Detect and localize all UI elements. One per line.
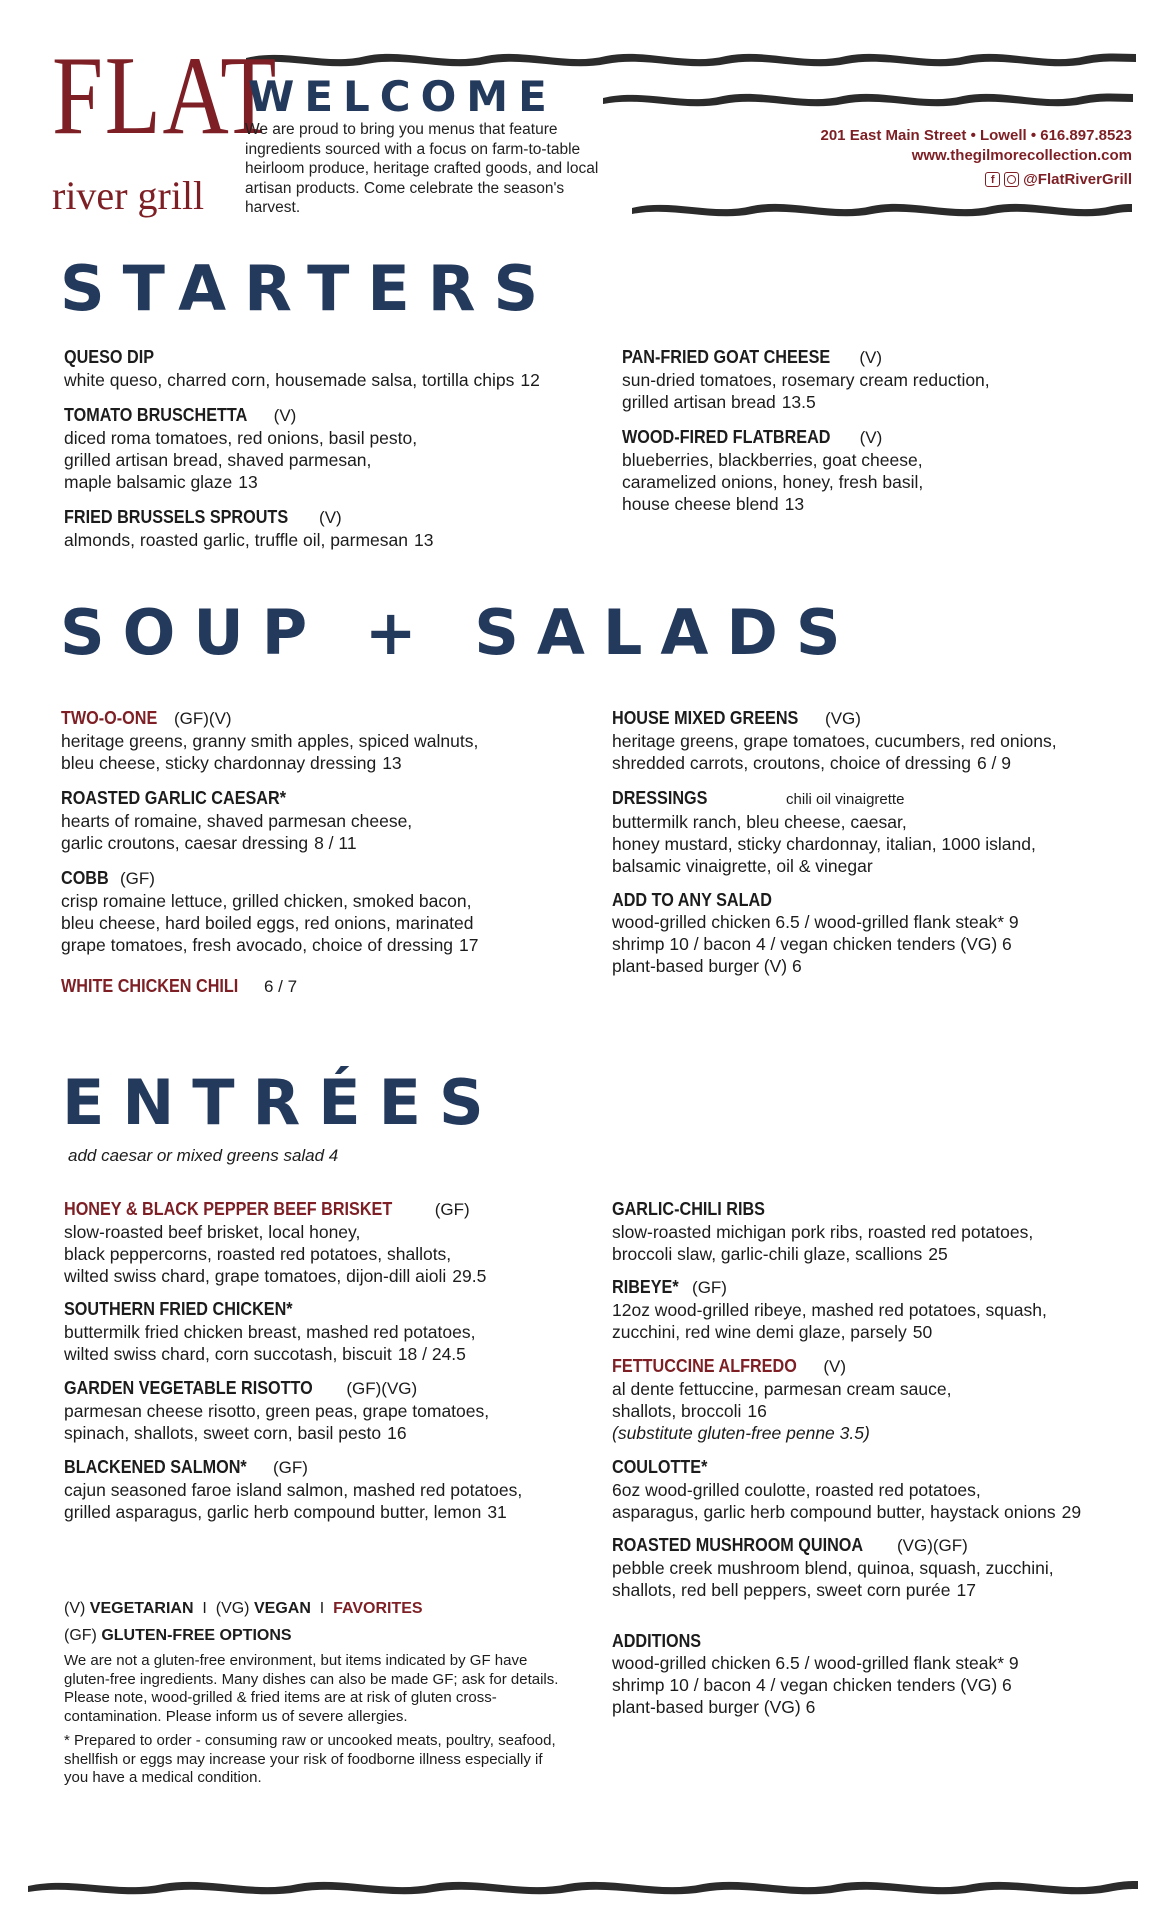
menu-item [622, 426, 1142, 515]
menu-item [612, 1198, 1132, 1265]
item-tag: (V) [823, 1357, 846, 1376]
item-tag: (GF) [273, 1458, 308, 1477]
item-description: slow-roasted beef brisket, local honey, black peppercorns, roasted red potatoes, shallots, wilted swiss chard, grape tomatoes, dijon-dill aioli 29.5 [64, 1222, 487, 1286]
item-name: COBB [61, 868, 109, 888]
item-price: 8 / 11 [314, 833, 357, 853]
item-name: SOUTHERN FRIED CHICKEN* [64, 1299, 293, 1319]
item-name: DRESSINGS [612, 788, 708, 808]
legend-vg-label: VEGAN [253, 1600, 311, 1617]
wave-top-short-divider [603, 86, 1133, 108]
item-name: ROASTED GARLIC CAESAR* [61, 788, 287, 808]
legend-v-label: VEGETARIAN [89, 1600, 194, 1617]
wave-contact-divider [632, 196, 1132, 218]
gluten-free-note: We are not a gluten-free environment, but items indicated by GF have gluten-free ingredients. Many dishes can also be made GF; ask for details. Please note, wood-grilled & fried items are at risk of gluten cross-contamination. Please inform us of severe allergies. [64, 1652, 559, 1725]
wave-top-long-divider [246, 44, 1136, 70]
item-price: 13 [784, 494, 805, 514]
item-description: wood-grilled chicken 6.5 / wood-grilled flank steak* 9 shrimp 10 / bacon 4 / vegan chicken tenders (VG) 6 plant-based burger (V) 6 [612, 912, 1019, 976]
item-description: blueberries, blackberries, goat cheese, caramelized onions, honey, fresh basil, house cheese blend 13 [622, 450, 924, 514]
item-name: RIBEYE* [612, 1277, 679, 1297]
social-handle[interactable] [985, 171, 1132, 188]
item-price: 25 [928, 1244, 948, 1264]
raw-food-warning: * Prepared to order - consuming raw or uncooked meats, poultry, seafood, shellfish or eggs may increase your risk of foodborne illness especially if you have a medical condition. [64, 1732, 556, 1786]
item-name: WHITE CHICKEN CHILI [61, 976, 239, 996]
contact-address: 201 East Main Street • Lowell • 616.897.8523 [820, 127, 1132, 144]
item-name: ADD TO ANY SALAD [612, 890, 772, 910]
item-tag: (GF)(V) [173, 709, 232, 728]
menu-item [61, 707, 581, 774]
menu-item [612, 707, 1132, 774]
legend-separator: I [202, 1600, 207, 1617]
item-name: GARLIC-CHILI RIBS [612, 1199, 765, 1219]
legend-line-2 [64, 1625, 564, 1646]
item-tag: (GF) [434, 1200, 470, 1219]
facebook-icon[interactable]: f [985, 172, 1000, 187]
item-description: almonds, roasted garlic, truffle oil, parmesan 13 [64, 530, 434, 550]
item-tag: (V) [273, 406, 297, 425]
item-description: parmesan cheese risotto, green peas, grape tomatoes, spinach, shallots, sweet corn, basil pesto 16 [64, 1401, 490, 1443]
item-price: 6 / 7 [264, 977, 298, 996]
item-tag: (V) [859, 348, 883, 367]
item-description: al dente fettuccine, parmesan cream sauce, shallots, broccoli 16 [612, 1379, 952, 1421]
logo-wordmark: FLAT [52, 34, 278, 158]
item-price: 16 [747, 1401, 767, 1421]
entrees-heading: ENTRÉES [62, 1066, 502, 1139]
item-price: 13 [238, 472, 258, 492]
item-price: 13 [382, 753, 402, 773]
website-link[interactable]: www.thegilmorecollection.com [911, 147, 1132, 164]
item-description: crisp romaine lettuce, grilled chicken, smoked bacon, bleu cheese, hard boiled eggs, red onions, marinated grape tomatoes, fresh avocado, choice of dressing 17 [61, 891, 479, 955]
menu-item [612, 889, 1132, 977]
item-tag: (VG) [825, 709, 861, 728]
item-name: FETTUCCINE ALFREDO [612, 1356, 797, 1376]
item-price: 29 [1061, 1502, 1082, 1522]
menu-item [61, 867, 581, 956]
item-description: cajun seasoned faroe island salmon, mashed red potatoes, grilled asparagus, garlic herb compound butter, lemon 31 [64, 1480, 523, 1522]
menu-item [64, 1298, 584, 1365]
item-tag: (GF)(VG) [346, 1379, 418, 1398]
item-name: HOUSE MIXED GREENS [612, 708, 799, 728]
item-tag: (GF) [692, 1278, 727, 1297]
item-tag: (V) [319, 508, 342, 527]
welcome-title: WELCOME [248, 72, 557, 121]
item-price: 12 [520, 370, 540, 390]
legend-favorites: FAVORITES [333, 1600, 423, 1617]
legend-separator: I [319, 1600, 325, 1617]
menu-item [64, 404, 584, 493]
item-name: PAN-FRIED GOAT CHEESE [622, 347, 831, 367]
menu-item [64, 1377, 584, 1444]
item-description: wood-grilled chicken 6.5 / wood-grilled flank steak* 9 shrimp 10 / bacon 4 / vegan chicken tenders (VG) 6 plant-based burger (VG) 6 [612, 1653, 1019, 1717]
menu-item [61, 787, 581, 854]
item-name: TWO-O-ONE [61, 708, 158, 728]
item-description: heritage greens, grape tomatoes, cucumbers, red onions, shredded carrots, croutons, choice of dressing 6 / 9 [612, 731, 1057, 773]
legend-vg-code: (VG) [215, 1600, 250, 1617]
item-price: 16 [387, 1423, 407, 1443]
item-tag: (V) [859, 428, 883, 447]
item-name: QUESO DIP [64, 347, 155, 367]
social-handle-text: @FlatRiverGrill [1023, 171, 1132, 188]
item-name: ROASTED MUSHROOM QUINOA [612, 1535, 864, 1555]
menu-item [622, 346, 1142, 413]
legend-v-code: (V) [64, 1600, 86, 1617]
item-price: 50 [912, 1322, 933, 1342]
wave-bottom-divider [28, 1872, 1138, 1896]
item-price: 17 [459, 935, 479, 955]
item-description: pebble creek mushroom blend, quinoa, squash, zucchini, shallots, red bell peppers, sweet corn purée 17 [612, 1558, 1054, 1600]
item-name: BLACKENED SALMON* [64, 1457, 247, 1477]
welcome-text: We are proud to bring you menus that feature ingredients sourced with a focus on farm-to-table heirloom produce, heritage crafted goods, and local artisan products. Come celebrate the season's harvest. [245, 121, 599, 216]
item-price: 13.5 [781, 392, 816, 412]
menu-item [64, 1198, 584, 1287]
menu-item [612, 1456, 1132, 1523]
item-price: 18 / 24.5 [397, 1344, 466, 1364]
menu-item [61, 975, 581, 998]
item-description: buttermilk fried chicken breast, mashed red potatoes, wilted swiss chard, corn succotash, biscuit 18 / 24.5 [64, 1322, 476, 1364]
menu-item [64, 1456, 584, 1523]
entrees-note: add caesar or mixed greens salad 4 [68, 1146, 339, 1165]
item-name: COULOTTE* [612, 1457, 708, 1477]
item-name: ADDITIONS [612, 1631, 702, 1651]
item-description: buttermilk ranch, bleu cheese, caesar, honey mustard, sticky chardonnay, italian, 1000 island, balsamic vinaigrette, oil & vinegar [612, 812, 1036, 876]
menu-item [64, 506, 584, 551]
menu-item [612, 1355, 1132, 1444]
menu-item [64, 346, 584, 391]
dietary-legend [64, 1598, 564, 1788]
item-price: 31 [487, 1502, 507, 1522]
item-description: 6oz wood-grilled coulotte, roasted red potatoes, asparagus, garlic herb compound butter, haystack onions 29 [612, 1480, 1082, 1522]
item-description: sun-dried tomatoes, rosemary cream reduction, grilled artisan bread 13.5 [622, 370, 990, 412]
item-price: 29.5 [452, 1266, 487, 1286]
item-name: WOOD-FIRED FLATBREAD [622, 427, 831, 447]
item-description: white queso, charred corn, housemade salsa, tortilla chips 12 [64, 370, 540, 390]
item-tag: (GF) [120, 869, 155, 888]
starters-heading: STARTERS [60, 252, 557, 325]
legend-line-1 [64, 1598, 564, 1619]
item-price: 17 [956, 1580, 976, 1600]
menu-item [612, 1534, 1132, 1601]
soup-salads-heading: SOUP + SALADS [60, 596, 859, 669]
item-tag: (VG)(GF) [897, 1536, 968, 1555]
item-substitution: (substitute gluten-free penne 3.5) [612, 1423, 870, 1443]
item-description: diced roma tomatoes, red onions, basil pesto, grilled artisan bread, shaved parmesan, maple balsamic glaze 13 [64, 428, 418, 492]
item-name: HONEY & BLACK PEPPER BEEF BRISKET [64, 1199, 393, 1219]
item-price: 13 [414, 530, 434, 550]
menu-item [612, 1276, 1132, 1343]
item-description: 12oz wood-grilled ribeye, mashed red potatoes, squash, zucchini, red wine demi glaze, parsely 50 [612, 1300, 1047, 1342]
item-name: GARDEN VEGETABLE RISOTTO [64, 1378, 313, 1398]
menu-item [612, 787, 1132, 877]
item-name: FRIED BRUSSELS SPROUTS [64, 507, 289, 527]
legend-gf-code: (GF) [64, 1627, 97, 1644]
item-name: TOMATO BRUSCHETTA [64, 405, 248, 425]
item-description: slow-roasted michigan pork ribs, roasted red potatoes, broccoli slaw, garlic-chili glaze, scallions 25 [612, 1222, 1034, 1264]
item-price: 6 / 9 [976, 753, 1012, 773]
dressing-extra: chili oil vinaigrette [786, 791, 905, 808]
legend-gf-label: GLUTEN-FREE OPTIONS [101, 1627, 292, 1644]
logo-subtitle: river grill [52, 173, 205, 218]
item-description: heritage greens, granny smith apples, spiced walnuts, bleu cheese, sticky chardonnay dressing 13 [61, 731, 479, 773]
instagram-icon[interactable] [1004, 172, 1019, 187]
item-description: hearts of romaine, shaved parmesan cheese, garlic croutons, caesar dressing 8 / 11 [61, 811, 413, 853]
menu-item [612, 1630, 1132, 1718]
